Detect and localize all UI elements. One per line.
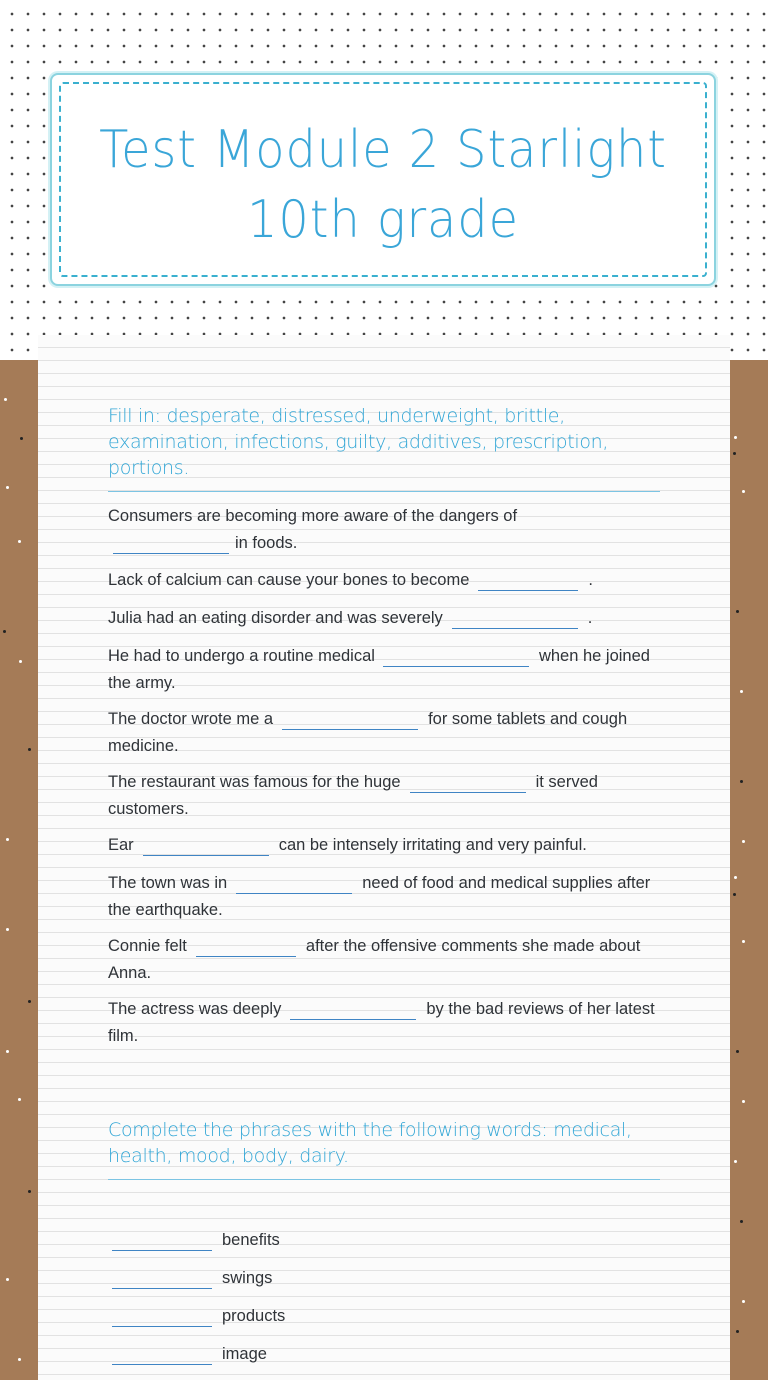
question-4 [108, 643, 664, 697]
kraft-speckle [734, 436, 737, 439]
question-text: in foods. [235, 534, 298, 552]
question-10 [108, 996, 664, 1050]
answer-blank-7[interactable] [143, 838, 269, 856]
answer-blank-9[interactable] [196, 939, 296, 957]
kraft-speckle [6, 928, 9, 931]
question-text: The town was in [108, 874, 228, 892]
answer-blank-5[interactable] [282, 712, 418, 730]
question-text: need of food and medical supplies after the earthquake. [108, 874, 651, 919]
phrase-word: image [222, 1345, 267, 1363]
question-text: Lack of calcium can cause your bones to become [108, 571, 470, 589]
kraft-speckle [733, 893, 736, 896]
answer-blank-2[interactable] [478, 573, 578, 591]
question-9 [108, 933, 664, 987]
kraft-speckle [19, 660, 22, 663]
kraft-speckle [742, 490, 745, 493]
question-text: . [588, 571, 593, 589]
kraft-speckle [742, 840, 745, 843]
phrase-3 [112, 1303, 285, 1329]
kraft-speckle [736, 610, 739, 613]
title-card [50, 73, 716, 286]
question-text: The restaurant was famous for the huge [108, 773, 401, 791]
phrase-blank-2[interactable] [112, 1271, 212, 1289]
question-text: Connie felt [108, 937, 187, 955]
question-5 [108, 706, 664, 760]
kraft-speckle [4, 398, 7, 401]
kraft-speckle [18, 540, 21, 543]
question-text: The doctor wrote me a [108, 710, 274, 728]
question-3 [108, 605, 664, 632]
question-1 [108, 503, 664, 557]
kraft-speckle [740, 1220, 743, 1223]
kraft-speckle [3, 630, 6, 633]
kraft-speckle [6, 1050, 9, 1053]
kraft-speckle [742, 1300, 745, 1303]
phrase-blank-3[interactable] [112, 1309, 212, 1327]
section2-instruction: Complete the phrases with the following words: medical, health, mood, body, dairy. [108, 1117, 660, 1180]
question-8 [108, 870, 664, 924]
answer-blank-4[interactable] [383, 649, 529, 667]
phrase-word: benefits [222, 1231, 280, 1249]
question-text: Consumers are becoming more aware of the dangers of [108, 507, 518, 525]
kraft-speckle [20, 437, 23, 440]
question-text: The actress was deeply [108, 1000, 282, 1018]
kraft-speckle [734, 876, 737, 879]
question-text: by the bad reviews of her latest film. [108, 1000, 655, 1045]
kraft-speckle [6, 838, 9, 841]
phrase-word: products [222, 1307, 286, 1325]
kraft-speckle [6, 486, 9, 489]
question-text: can be intensely irritating and very painful. [278, 836, 587, 854]
question-text: when he joined the army. [108, 647, 650, 692]
kraft-speckle [742, 1100, 745, 1103]
question-7 [108, 832, 664, 859]
phrase-1 [112, 1227, 280, 1253]
kraft-speckle [28, 1190, 31, 1193]
question-text: after the offensive comments she made about Anna. [108, 937, 641, 982]
worksheet-title [78, 115, 687, 255]
title-line-1: Test Module 2 Starlight [99, 120, 667, 180]
phrase-2 [112, 1265, 272, 1291]
title-line-2: 10th grade [247, 190, 519, 250]
phrase-blank-1[interactable] [112, 1233, 212, 1251]
kraft-speckle [734, 1160, 737, 1163]
answer-blank-1[interactable] [113, 536, 229, 554]
phrase-blank-4[interactable] [112, 1347, 212, 1365]
question-2 [108, 567, 664, 594]
answer-blank-6[interactable] [410, 775, 526, 793]
question-text: He had to undergo a routine medical [108, 647, 375, 665]
section1-instruction: Fill in: desperate, distressed, underweight, brittle, examination, infections, guilty, additives, prescription, portions. [108, 403, 660, 492]
question-text: it served customers. [108, 773, 598, 818]
kraft-speckle [736, 1330, 739, 1333]
phrase-4 [112, 1341, 267, 1367]
kraft-speckle [736, 1050, 739, 1053]
kraft-speckle [742, 940, 745, 943]
phrase-word: swings [222, 1269, 273, 1287]
question-6 [108, 769, 664, 823]
kraft-speckle [28, 1000, 31, 1003]
answer-blank-10[interactable] [290, 1002, 416, 1020]
question-text: Julia had an eating disorder and was severely [108, 609, 443, 627]
answer-blank-3[interactable] [452, 611, 578, 629]
kraft-speckle [740, 690, 743, 693]
kraft-speckle [18, 1098, 21, 1101]
question-text: for some tablets and cough medicine. [108, 710, 628, 755]
kraft-speckle [6, 1278, 9, 1281]
question-text: Ear [108, 836, 134, 854]
question-text: . [587, 609, 593, 627]
kraft-speckle [18, 1358, 21, 1361]
answer-blank-8[interactable] [236, 876, 352, 894]
kraft-speckle [740, 780, 743, 783]
kraft-speckle [28, 748, 31, 751]
kraft-speckle [733, 452, 736, 455]
